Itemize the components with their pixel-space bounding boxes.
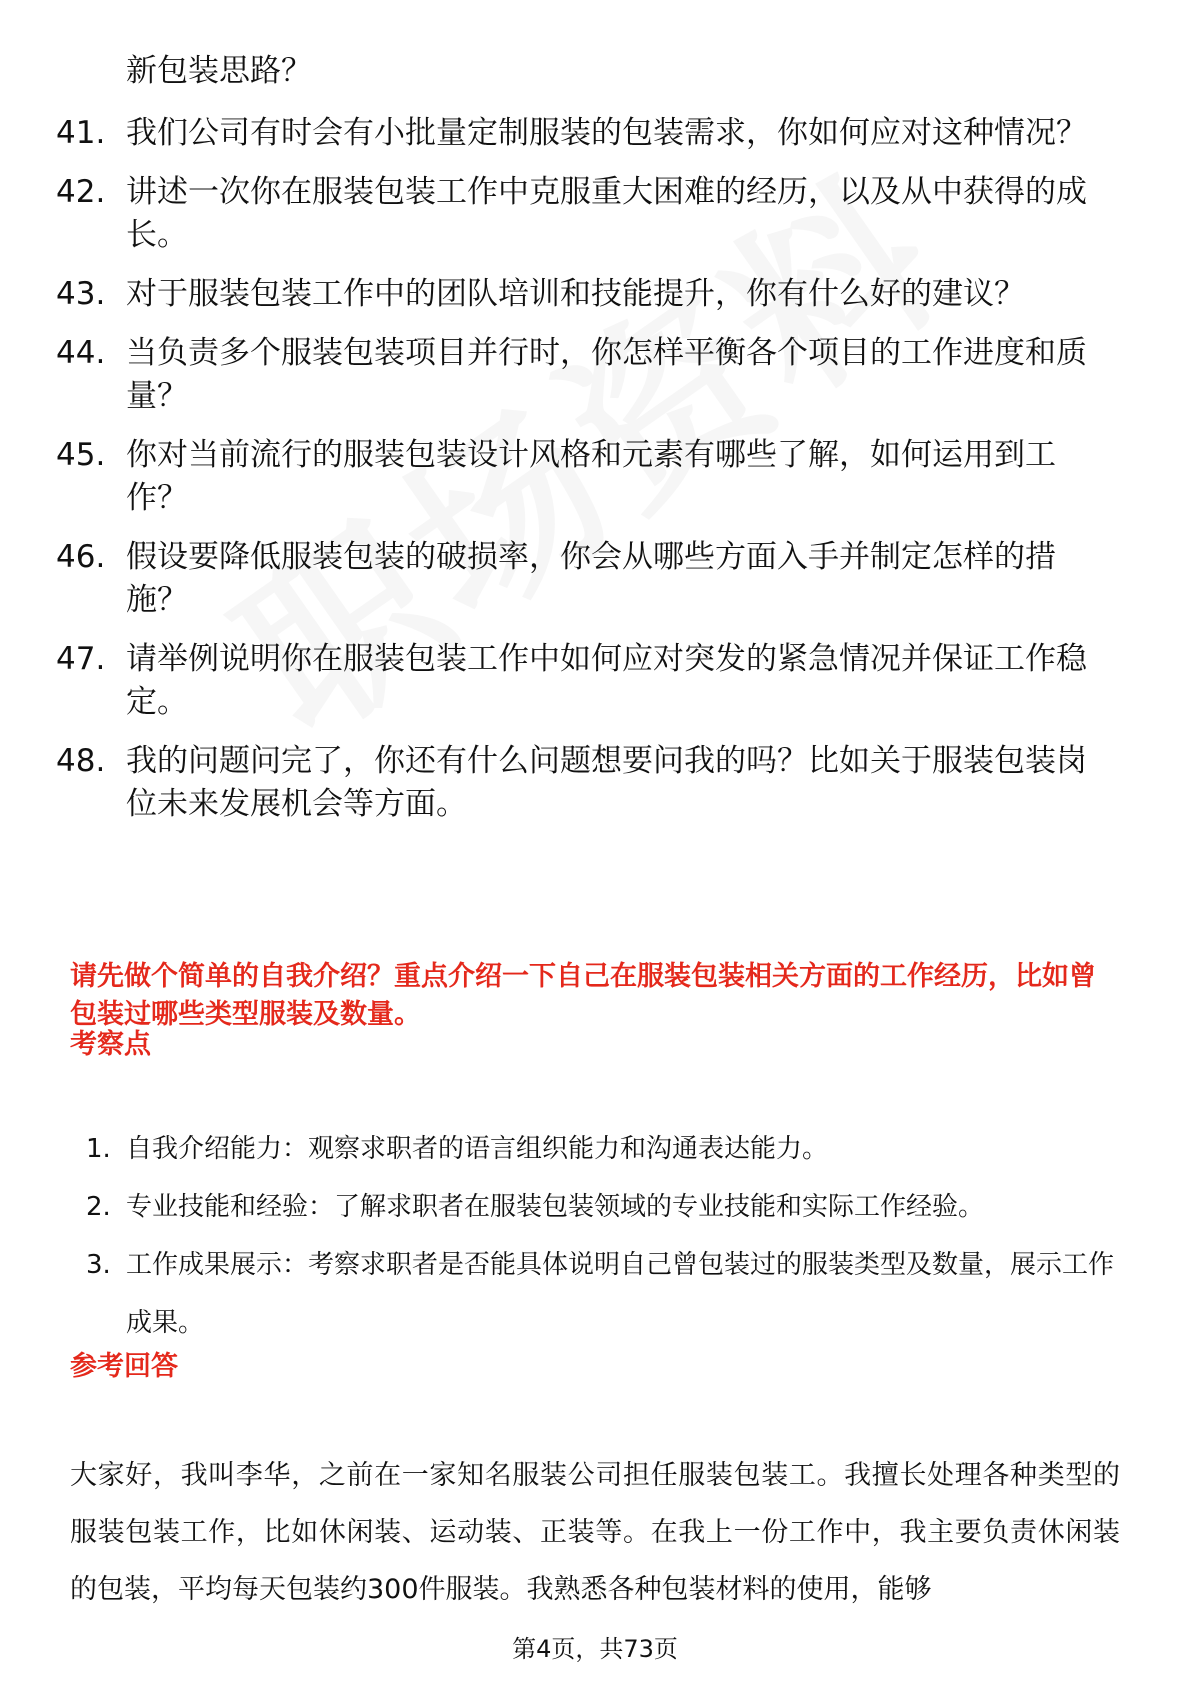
point-number: 1. — [86, 1134, 111, 1164]
question-number: 41. — [56, 115, 106, 151]
question-text: 当负责多个服装包装项目并行时，你怎样平衡各个项目的工作进度和质量？ — [126, 335, 1087, 414]
question-item — [56, 638, 1116, 724]
question-continuation: 新包装思路？ — [126, 53, 312, 89]
question-number: 48. — [56, 743, 106, 779]
question-text: 你对当前流行的服装包装设计风格和元素有哪些了解，如何运用到工作？ — [126, 437, 1056, 516]
assessment-heading: 考察点 — [70, 1029, 151, 1060]
question-number: 44. — [56, 335, 106, 371]
assessment-point — [86, 1236, 1126, 1352]
page-footer: 第4页，共73页 — [512, 1635, 678, 1663]
point-text: 工作成果展示：考察求职者是否能具体说明自己曾包装过的服装类型及数量，展示工作成果。 — [126, 1250, 1115, 1338]
point-text: 专业技能和经验：了解求职者在服装包装领域的专业技能和实际工作经验。 — [126, 1192, 985, 1222]
point-text: 自我介绍能力：观察求职者的语言组织能力和沟通表达能力。 — [126, 1134, 829, 1164]
reference-answer: 大家好，我叫李华，之前在一家知名服装公司担任服装包装工。我擅长处理各种类型的服装包装工作，比如休闲装、运动装、正装等。在我上一份工作中，我主要负责休闲装的包装，平均每天包装约300件服装。我熟悉各种包装材料的使用，能够 — [70, 1460, 1120, 1605]
question-item — [56, 171, 1116, 257]
assessment-points — [86, 1120, 1126, 1352]
question-text: 讲述一次你在服装包装工作中克服重大困难的经历，以及从中获得的成长。 — [126, 174, 1087, 253]
question-text: 我的问题问完了，你还有什么问题想要问我的吗？比如关于服装包装岗位未来发展机会等方面。 — [126, 743, 1087, 822]
point-number: 2. — [86, 1192, 111, 1222]
question-number: 47. — [56, 641, 106, 677]
question-item — [56, 332, 1116, 418]
question-item — [56, 740, 1116, 826]
assessment-point — [86, 1178, 1126, 1236]
question-text: 我们公司有时会有小批量定制服装的包装需求，你如何应对这种情况？ — [126, 115, 1087, 151]
assessment-point — [86, 1120, 1126, 1178]
question-item — [56, 112, 1116, 155]
question-item — [56, 273, 1116, 316]
question-number: 43. — [56, 276, 106, 312]
question-list — [56, 112, 1116, 842]
question-item — [56, 434, 1116, 520]
question-item — [56, 536, 1116, 622]
question-text: 请举例说明你在服装包装工作中如何应对突发的紧急情况并保证工作稳定。 — [126, 641, 1087, 720]
reference-heading: 参考回答 — [70, 1351, 178, 1382]
question-text: 假设要降低服装包装的破损率，你会从哪些方面入手并制定怎样的措施？ — [126, 539, 1056, 618]
featured-question: 请先做个简单的自我介绍？重点介绍一下自己在服装包装相关方面的工作经历，比如曾包装过哪些类型服装及数量。 — [70, 961, 1096, 1030]
question-number: 45. — [56, 437, 106, 473]
point-number: 3. — [86, 1250, 111, 1280]
question-number: 42. — [56, 174, 106, 210]
question-text: 对于服装包装工作中的团队培训和技能提升，你有什么好的建议？ — [126, 276, 1025, 312]
question-number: 46. — [56, 539, 106, 575]
